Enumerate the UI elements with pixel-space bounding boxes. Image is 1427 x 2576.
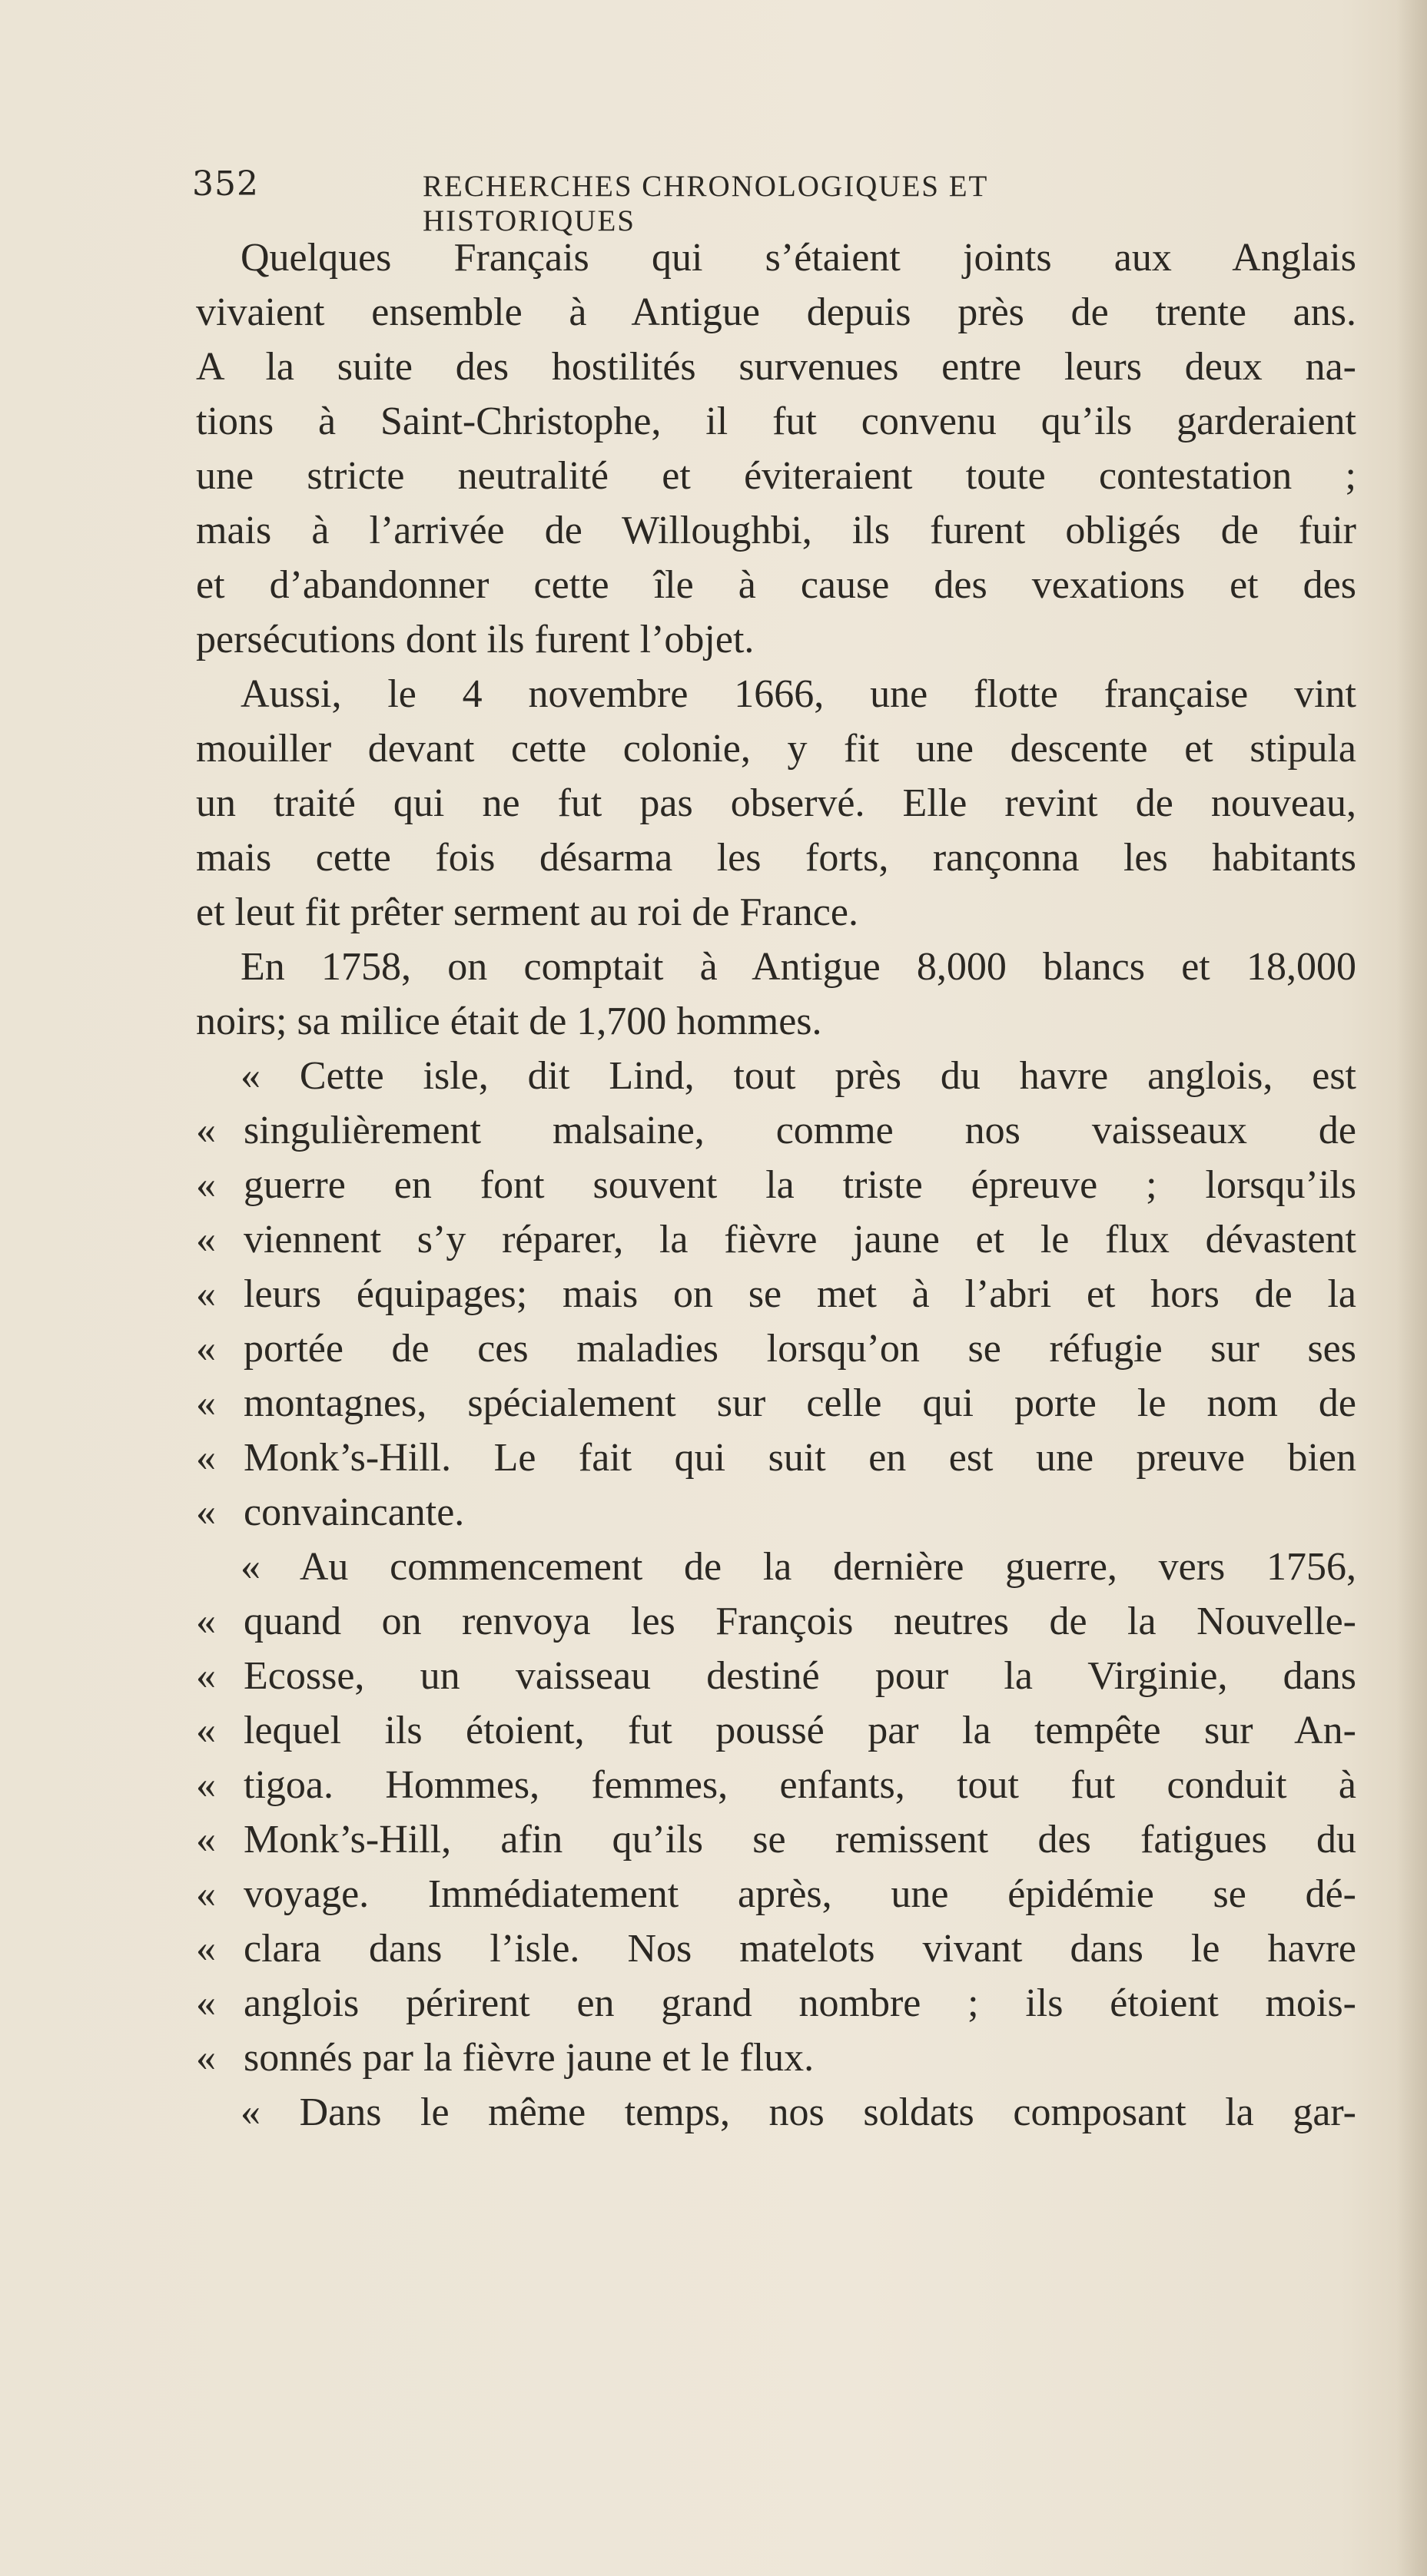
quote-mark: « [196,1927,216,1971]
text-line: En 1758, on comptait à Antigue 8,000 blancs et 18,000 [241,945,1356,989]
quote-text: anglois périrent en grand nombre ; ils étoient mois- [244,1981,1356,2025]
quote-mark: « [196,1436,216,1480]
quote-line [196,1431,1356,1485]
quote-mark: « [196,1490,216,1534]
quote-line [196,2085,1356,2140]
text-line: et leut fit prêter serment au roi de France. [196,890,858,934]
quote-line [196,2031,1356,2085]
text-line: mais cette fois désarma les forts, rançonna les habitants [196,836,1356,880]
quote-line [196,1485,1356,1540]
quote-line [196,1812,1356,1867]
text-line: persécutions dont ils furent l’objet. [196,618,755,661]
quote-mark: « [196,1600,216,1643]
quote-text: Ecosse, un vaisseau destiné pour la Virginie, dans [244,1654,1356,1698]
quote-mark: « [196,1218,216,1261]
quote-line [196,1976,1356,2031]
quote-mark: « [196,1763,216,1807]
text-line: et d’abandonner cette île à cause des vexations et des [196,563,1356,607]
quote-mark: « [241,1054,261,1098]
quote-text: tigoa. Hommes, femmes, enfants, tout fut conduit à [244,1763,1356,1807]
page-edge-shadow [1396,0,1427,2576]
page-number: 352 [192,164,259,204]
text-line: Quelques Français qui s’étaient joints aux Anglais [241,236,1356,280]
quote-text: convaincante. [244,1490,465,1534]
text-line: Aussi, le 4 novembre 1666, une flotte française vint [241,672,1356,716]
text-line: noirs; sa milice était de 1,700 hommes. [196,1000,822,1043]
quote-text: Au commencement de la dernière guerre, vers 1756, [299,1545,1356,1589]
quote-text: Cette isle, dit Lind, tout près du havre anglois, est [299,1054,1356,1098]
quote-mark: « [196,1981,216,2025]
body-text [196,230,1356,2140]
quote-text: voyage. Immédiatement après, une épidémie se dé- [244,1872,1356,1916]
text-line: vivaient ensemble à Antigue depuis près de trente ans. [196,290,1356,334]
quote-mark: « [196,1381,216,1425]
quote-mark: « [196,1163,216,1207]
quote-text: clara dans l’isle. Nos matelots vivant dans le havre [244,1927,1356,1971]
quote-text: quand on renvoya les François neutres de la Nouvelle- [244,1600,1356,1643]
text-line: un traité qui ne fut pas observé. Elle revint de nouveau, [196,781,1356,825]
quote-text: sonnés par la fièvre jaune et le flux. [244,2036,815,2080]
quote-text: portée de ces maladies lorsqu’on se réfugie sur ses [244,1327,1356,1371]
quote-mark: « [241,2090,261,2134]
quote-text: lequel ils étoient, fut poussé par la tempête sur An- [244,1709,1356,1752]
quote-mark: « [196,1272,216,1316]
running-title: RECHERCHES CHRONOLOGIQUES ET HISTORIQUES [423,170,988,237]
quote-line [196,1594,1356,1649]
quote-line [196,1540,1356,1594]
quote-line [196,1867,1356,1921]
text-line: mouiller devant cette colonie, y fit une descente et stipula [196,727,1356,771]
quote-line [196,1158,1356,1212]
quote-text: singulièrement malsaine, comme nos vaisseaux de [244,1109,1356,1152]
quote-text: leurs équipages; mais on se met à l’abri et hors de la [244,1272,1356,1316]
quote-line [196,1703,1356,1758]
quote-line [196,1921,1356,1976]
quote-text: Monk’s-Hill, afin qu’ils se remissent des fatigues du [244,1818,1356,1862]
text-line: une stricte neutralité et éviteraient toute contestation ; [196,454,1356,498]
quote-mark: « [196,1709,216,1752]
quote-mark: « [196,1109,216,1152]
quote-mark: « [196,2036,216,2080]
text-line: tions à Saint-Christophe, il fut convenu qu’ils garderaient [196,399,1356,443]
quote-line [196,1376,1356,1431]
quote-line [196,1649,1356,1703]
text-line: mais à l’arrivée de Willoughbi, ils furent obligés de fuir [196,509,1356,552]
quote-line [196,1321,1356,1376]
quote-mark: « [196,1818,216,1862]
quote-line [196,1267,1356,1321]
quote-mark: « [196,1327,216,1371]
quote-text: Monk’s-Hill. Le fait qui suit en est une preuve bien [244,1436,1356,1480]
quote-mark: « [196,1872,216,1916]
quote-text: montagnes, spécialement sur celle qui porte le nom de [244,1381,1356,1425]
quote-line [196,1758,1356,1812]
quote-line [196,1103,1356,1158]
quote-text: guerre en font souvent la triste épreuve ; lorsqu’ils [244,1163,1356,1207]
quote-mark: « [241,1545,261,1589]
page-header [192,164,1191,237]
text-line: A la suite des hostilités survenues entre leurs deux na- [196,345,1356,389]
quote-line [196,1212,1356,1267]
quote-text: viennent s’y réparer, la fièvre jaune et le flux dévastent [244,1218,1356,1261]
quote-text: Dans le même temps, nos soldats composant la gar- [299,2090,1356,2134]
quote-line [196,1049,1356,1103]
quote-mark: « [196,1654,216,1698]
